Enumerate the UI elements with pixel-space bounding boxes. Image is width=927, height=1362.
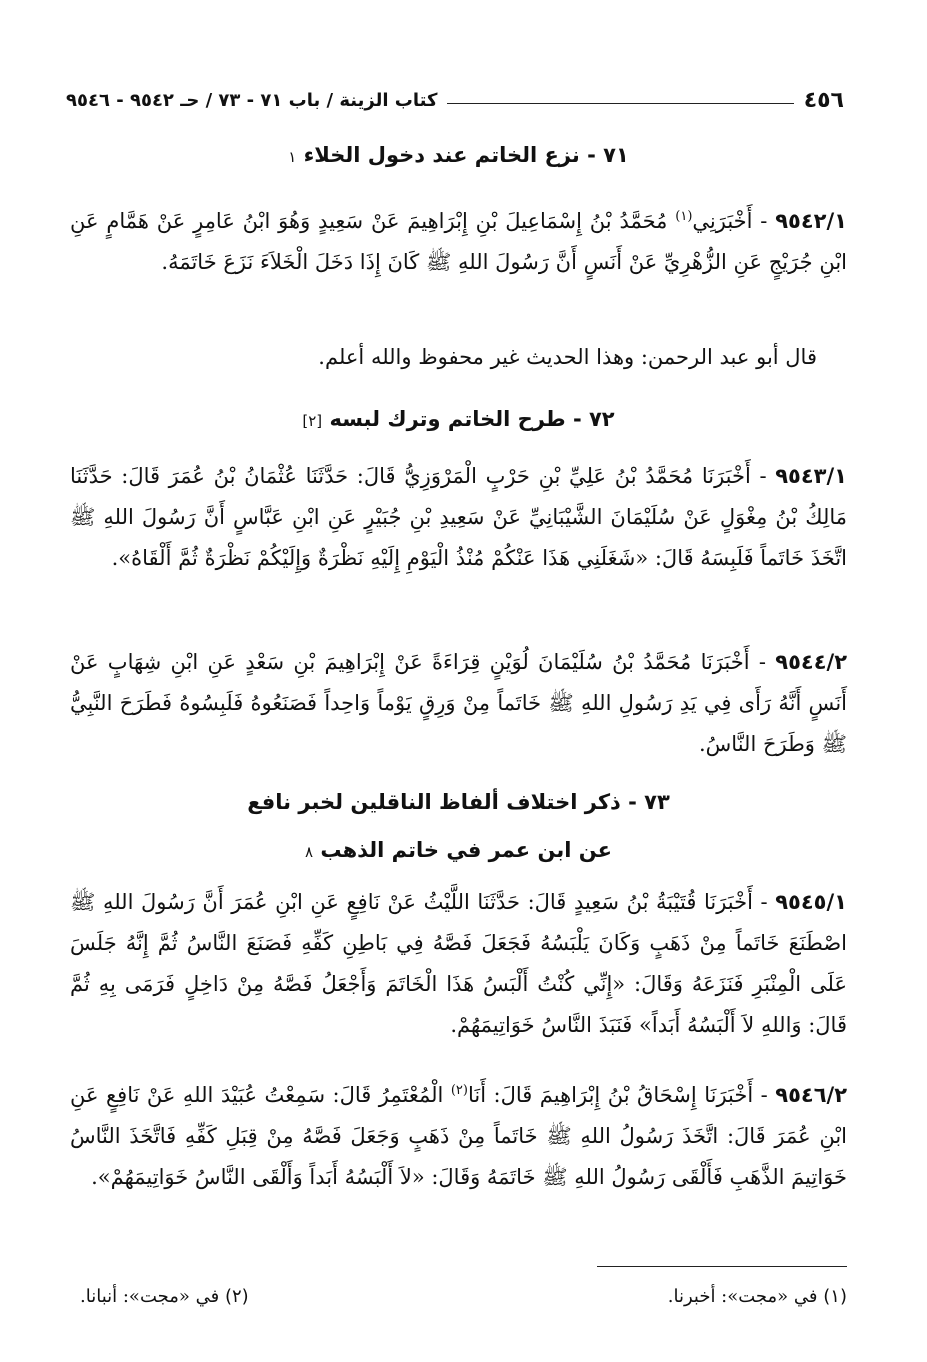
footnote-rule <box>597 1266 847 1267</box>
hadith-number: ٩٥٤٦/٢ <box>775 1083 848 1107</box>
chapter-ref: [٢] <box>302 412 323 430</box>
hadith-9543: ٩٥٤٣/١ - أَخْبَرَنَا مُحَمَّدُ بْنُ عَلِيِّ بْنِ حَرْبٍ الْمَرْوَزِيُّ قَالَ: حَدَّثَنَا عُثْمَانُ بْنُ عُمَرَ قَالَ: حَدَّثَنَا مَالِكُ بْنُ مِغْوَلٍ عَنْ سُلَيْمَانَ الشَّيْبَانِيِّ عَنْ سَعِيدِ بْنِ جُبَيْرٍ عَنِ ابْنِ عَبَّاسٍ أَنَّ رَسُولَ اللهِ ﷺ اتَّخَذَ خَاتَماً فَلَبِسَهُ قَالَ: «شَغَلَنِي هَذَا عَنْكُمْ مُنْذُ الْيَوْمِ إِلَيْهِ نَظْرَةٌ وَإِلَيْكُمْ نَظْرَةٌ ثُمَّ أَلْقَاهُ». <box>70 464 847 570</box>
chapter-ref: ١ <box>288 148 297 166</box>
hadith-number: ٩٥٤٢/١ <box>775 209 847 233</box>
footnote-text: في «مجت»: أخبرنا. <box>667 1286 818 1307</box>
page-header <box>66 80 844 120</box>
footnote-mark: (١) <box>823 1286 847 1307</box>
chapter-heading-71: ٧١ - نزع الخاتم عند دخول الخلاء ١ <box>288 143 629 167</box>
chapter-title: عن ابن عمر في خاتم الذهب <box>320 838 613 862</box>
chapter-title: ذكر اختلاف ألفاظ الناقلين لخبر نافع <box>247 790 621 814</box>
chapter-number: ٧٢ <box>588 407 615 431</box>
hadith-9545: ٩٥٤٥/١ - أَخْبَرَنَا قُتَيْبَةُ بْنُ سَعِيدٍ قَالَ: حَدَّثَنَا اللَّيْثُ عَنْ نَافِعٍ عَنِ ابْنِ عُمَرَ أَنَّ رَسُولَ اللهِ ﷺ اصْطَنَعَ خَاتَماً مِنْ ذَهَبٍ وَكَانَ يَلْبَسُهُ فَجَعَلَ فَصَّهُ فِي بَاطِنِ كَفِّهِ فَصَنَعَ النَّاسُ ثُمَّ إِنَّهُ جَلَسَ عَلَى الْمِنْبَرِ فَنَزَعَهُ وَقَالَ: «إِنِّي كُنْتُ أَلْبَسُ هَذَا الْخَاتَمَ وَأَجْعَلُ فَصَّهُ مِنْ دَاخِلٍ فَرَمَى بِهِ ثُمَّ قَالَ: وَاللهِ لاَ أَلْبَسُهُ أَبَداً» فَنَبَذَ النَّاسُ خَوَاتِيمَهُمْ. <box>70 890 847 1037</box>
footnote-mark: (٢) <box>224 1286 249 1307</box>
hadith-text: أَخْبَرَنَا قُتَيْبَةُ بْنُ سَعِيدٍ قَالَ: حَدَّثَنَا اللَّيْثُ عَنْ نَافِعٍ عَنِ ابْنِ عُمَرَ أَنَّ رَسُولَ اللهِ ﷺ اصْطَنَعَ خَاتَماً مِنْ ذَهَبٍ وَكَانَ يَلْبَسُهُ فَجَعَلَ فَصَّهُ فِي بَاطِنِ كَفِّهِ فَصَنَعَ النَّاسُ ثُمَّ إِنَّهُ جَلَسَ عَلَى الْمِنْبَرِ فَنَزَعَهُ وَقَالَ: «إِنِّي كُنْتُ أَلْبَسُ هَذَا الْخَاتَمَ وَأَجْعَلُ فَصَّهُ مِنْ دَاخِلٍ فَرَمَى بِهِ ثُمَّ قَالَ: وَاللهِ لاَ أَلْبَسُهُ أَبَداً» فَنَبَذَ النَّاسُ خَوَاتِيمَهُمْ. <box>70 890 847 1037</box>
chapter-number: ٧١ <box>603 143 629 167</box>
hadith-9542: ٩٥٤٢/١ - أَخْبَرَنِي$^{(١)}$ مُحَمَّدُ بْنُ إِسْمَاعِيلَ بْنِ إِبْرَاهِيمَ عَنْ سَعِيدٍ وَهُوَ ابْنُ عَامِرٍ عَنْ هَمَّامٍ عَنِ ابْنِ جُرَيْجٍ عَنِ الزُّهْرِيِّ عَنْ أَنَسٍ أَنَّ رَسُولَ اللهِ ﷺ كَانَ إِذَا دَخَلَ الْخَلاَءَ نَزَعَ خَاتَمَهُ. <box>70 209 847 274</box>
chapter-title: طرح الخاتم وترك لبسه <box>329 407 566 431</box>
hadith-number: ٩٥٤٥/١ <box>775 890 847 914</box>
chapter-heading-72: ٧٢ - طرح الخاتم وترك لبسه [٢] <box>302 407 615 431</box>
hadith-text: أَخْبَرَنَا مُحَمَّدُ بْنُ سُلَيْمَانَ لُوَيْنٍ قِرَاءَةً عَنْ إِبْرَاهِيمَ بْنِ سَعْدٍ عَنِ ابْنِ شِهَابٍ عَنْ أَنَسٍ أَنَّهُ رَأَى فِي يَدِ رَسُولِ اللهِ ﷺ خَاتَماً مِنْ وَرِقٍ يَوْماً وَاحِداً فَصَنَعُوهُ فَلَبِسُوهُ فَطَرَحَ النَّبِيُّ ﷺ وَطَرَحَ النَّاسُ. <box>70 650 847 756</box>
hadith-text: أَخْبَرَنَا مُحَمَّدُ بْنُ عَلِيِّ بْنِ حَرْبٍ الْمَرْوَزِيُّ قَالَ: حَدَّثَنَا عُثْمَانُ بْنُ عُمَرَ قَالَ: حَدَّثَنَا مَالِكُ بْنُ مِغْوَلٍ عَنْ سُلَيْمَانَ الشَّيْبَانِيِّ عَنْ سَعِيدِ بْنِ جُبَيْرٍ عَنِ ابْنِ عَبَّاسٍ أَنَّ رَسُولَ اللهِ ﷺ اتَّخَذَ خَاتَماً فَلَبِسَهُ قَالَ: «شَغَلَنِي هَذَا عَنْكُمْ مُنْذُ الْيَوْمِ إِلَيْهِ نَظْرَةٌ وَإِلَيْكُمْ نَظْرَةٌ ثُمَّ أَلْقَاهُ». <box>70 464 847 570</box>
page-number: ٤٥٦ <box>803 87 844 113</box>
footnote-text: في «مجت»: أنبانا. <box>80 1286 220 1307</box>
running-title: كتاب الزينة / باب ٧١ - ٧٣ / حـ ٩٥٤٢ - ٩٥٤٦ <box>66 89 438 111</box>
footnote-1 <box>668 1286 847 1307</box>
hadith-text: الْمُعْتَمِرُ قَالَ: سَمِعْتُ عُبَيْدَ اللهِ عَنْ نَافِعٍ عَنِ ابْنِ عُمَرَ قَالَ: اتَّخَذَ رَسُولُ اللهِ ﷺ خَاتَماً مِنْ ذَهَبٍ وَجَعَلَ فَصَّهُ مِنْ قِبَلِ كَفِّهِ فَاتَّخَذَ النَّاسُ خَوَاتِيمَ الذَّهَبِ فَأَلْقَى رَسُولُ اللهِ ﷺ خَاتَمَهُ وَقَالَ: «لاَ أَلْبَسُهُ أَبَداً وَأَلْقَى النَّاسُ خَوَاتِيمَهُمْ». <box>70 1083 847 1189</box>
hadith-number: ٩٥٤٤/٢ <box>775 650 848 674</box>
header-rule <box>447 103 793 104</box>
hadith-text: مُحَمَّدُ بْنُ إِسْمَاعِيلَ بْنِ إِبْرَاهِيمَ عَنْ سَعِيدٍ وَهُوَ ابْنُ عَامِرٍ عَنْ هَمَّامٍ عَنِ ابْنِ جُرَيْجٍ عَنِ الزُّهْرِيِّ عَنْ أَنَسٍ أَنَّ رَسُولَ اللهِ ﷺ كَانَ إِذَا دَخَلَ الْخَلاَءَ نَزَعَ خَاتَمَهُ. <box>70 209 847 274</box>
hadith-9546: ٩٥٤٦/٢ - أَخْبَرَنَا إِسْحَاقُ بْنُ إِبْرَاهِيمَ قَالَ: أَنَا$^{(٢)}$ الْمُعْتَمِرُ قَالَ: سَمِعْتُ عُبَيْدَ اللهِ عَنْ نَافِعٍ عَنِ ابْنِ عُمَرَ قَالَ: اتَّخَذَ رَسُولُ اللهِ ﷺ خَاتَماً مِنْ ذَهَبٍ وَجَعَلَ فَصَّهُ مِنْ قِبَلِ كَفِّهِ فَاتَّخَذَ النَّاسُ خَوَاتِيمَ الذَّهَبِ فَأَلْقَى رَسُولُ اللهِ ﷺ خَاتَمَهُ وَقَالَ: «لاَ أَلْبَسُهُ أَبَداً وَأَلْقَى النَّاسُ خَوَاتِيمَهُمْ». <box>70 1083 848 1189</box>
hadith-text: أَخْبَرَنِي <box>692 209 753 233</box>
hadith-number: ٩٥٤٣/١ <box>775 464 847 488</box>
footnote-2 <box>80 1286 249 1307</box>
chapter-title: نزع الخاتم عند دخول الخلاء <box>303 143 580 167</box>
chapter-ref: ٨ <box>304 843 314 861</box>
chapter-heading-73-line2 <box>70 838 847 862</box>
footnote-marker: (٢) <box>450 1083 468 1098</box>
footnote-marker: (١) <box>675 209 693 224</box>
hadith-9544: ٩٥٤٤/٢ - أَخْبَرَنَا مُحَمَّدُ بْنُ سُلَيْمَانَ لُوَيْنٍ قِرَاءَةً عَنْ إِبْرَاهِيمَ بْنِ سَعْدٍ عَنِ ابْنِ شِهَابٍ عَنْ أَنَسٍ أَنَّهُ رَأَى فِي يَدِ رَسُولِ اللهِ ﷺ خَاتَماً مِنْ وَرِقٍ يَوْماً وَاحِداً فَصَنَعُوهُ فَلَبِسُوهُ فَطَرَحَ النَّبِيُّ ﷺ وَطَرَحَ النَّاسُ. <box>70 650 848 756</box>
chapter-number: ٧٣ <box>644 790 670 814</box>
hadith-text: أَخْبَرَنَا إِسْحَاقُ بْنُ إِبْرَاهِيمَ قَالَ: أَنَا <box>467 1083 754 1107</box>
chapter-heading-73: ٧٣ - ذكر اختلاف ألفاظ الناقلين لخبر نافع <box>247 790 670 814</box>
footnotes <box>80 1286 847 1307</box>
author-comment: قال أبو عبد الرحمن: وهذا الحديث غير محفوظ والله أعلم. <box>318 345 817 369</box>
